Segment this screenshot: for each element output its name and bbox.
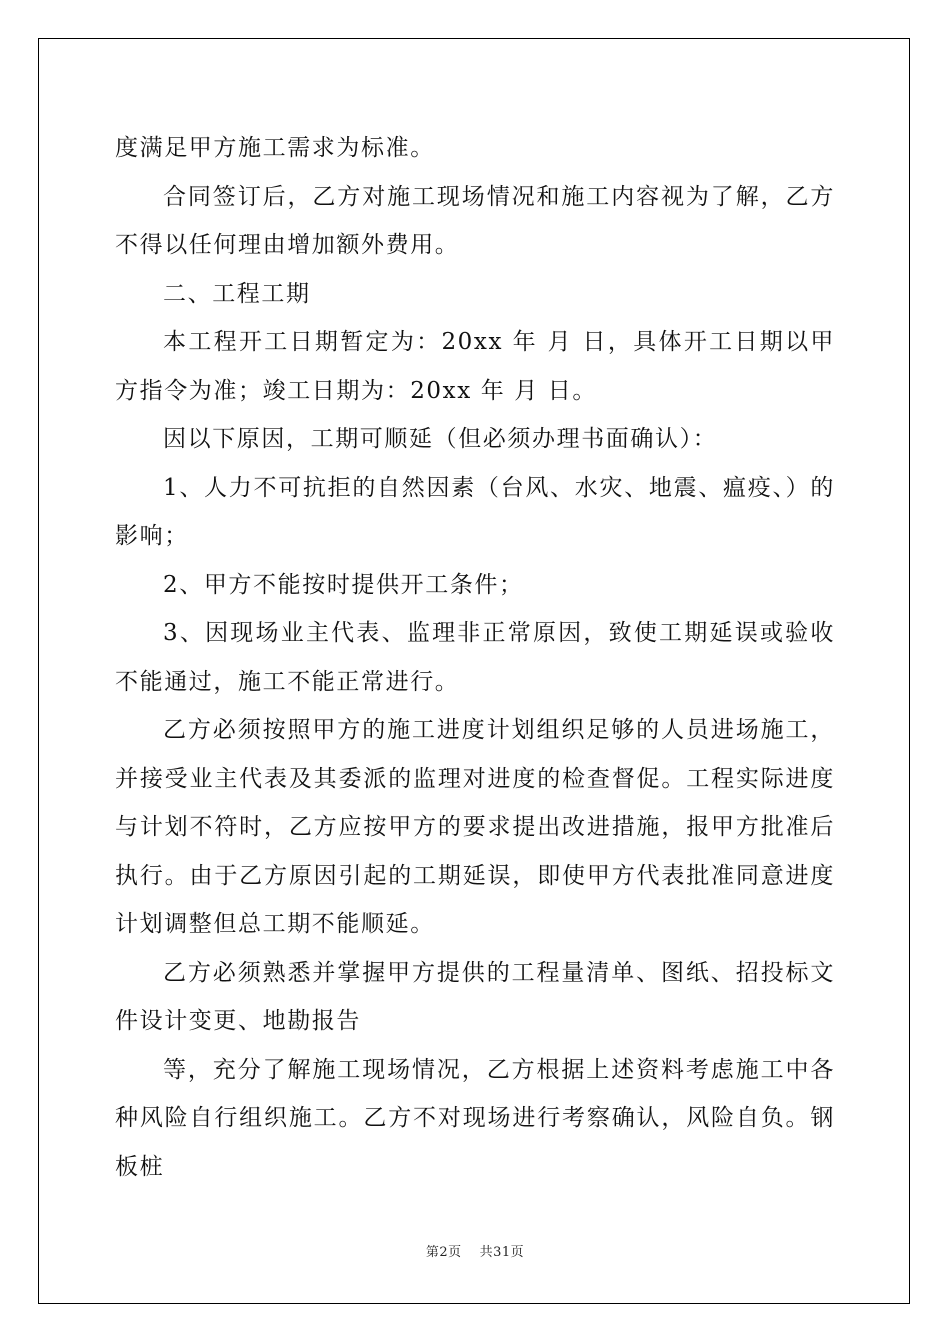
paragraph-extension-reasons: 因以下原因，工期可顺延（但必须办理书面确认）： [163,426,718,452]
section-heading-schedule: 二、工程工期 [163,280,311,307]
paragraph-familiarize-docs: 乙方必须熟悉并掌握甲方提供的工程量清单、图纸、招投标文件设计变更、地勘报告 [115,959,835,1034]
paragraph-risk: 等，充分了解施工现场情况，乙方根据上述资料考虑施工中各种风险自行组织施工。乙方不对现场进行考察确认，风险自负。钢板桩 [115,1056,835,1180]
page-total: 共31页 [479,1245,525,1260]
page-number: 第2页 [425,1245,462,1260]
paragraph-progress-plan: 乙方必须按照甲方的施工进度计划组织足够的人员进场施工，并接受业主代表及其委派的监理对进度的检查督促。工程实际进度与计划不符时，乙方应按甲方的要求提出改进措施，报甲方批准后执行。由于乙方原因引起的工期延误，即使甲方代表批准同意进度计划调整但总工期不能顺延。 [115,717,835,937]
paragraph-2: 合同签订后，乙方对施工现场情况和施工内容视为了解，乙方不得以任何理由增加额外费用。 [115,183,835,258]
list-item-2: 2、甲方不能按时提供开工条件； [163,571,524,598]
list-item-1: 1、人力不可抗拒的自然因素（台风、水灾、地震、瘟疫、）的影响； [115,474,835,549]
document-body [115,124,835,1191]
paragraph-start-date: 本工程开工日期暂定为：20xx 年 月 日，具体开工日期以甲方指令为准；竣工日期为：20xx 年 月 日。 [115,329,835,404]
list-item-3: 3、因现场业主代表、监理非正常原因，致使工期延误或验收不能通过，施工不能正常进行。 [115,620,835,695]
page-footer [0,1241,950,1260]
paragraph-1: 度满足甲方施工需求为标准。 [115,135,435,161]
